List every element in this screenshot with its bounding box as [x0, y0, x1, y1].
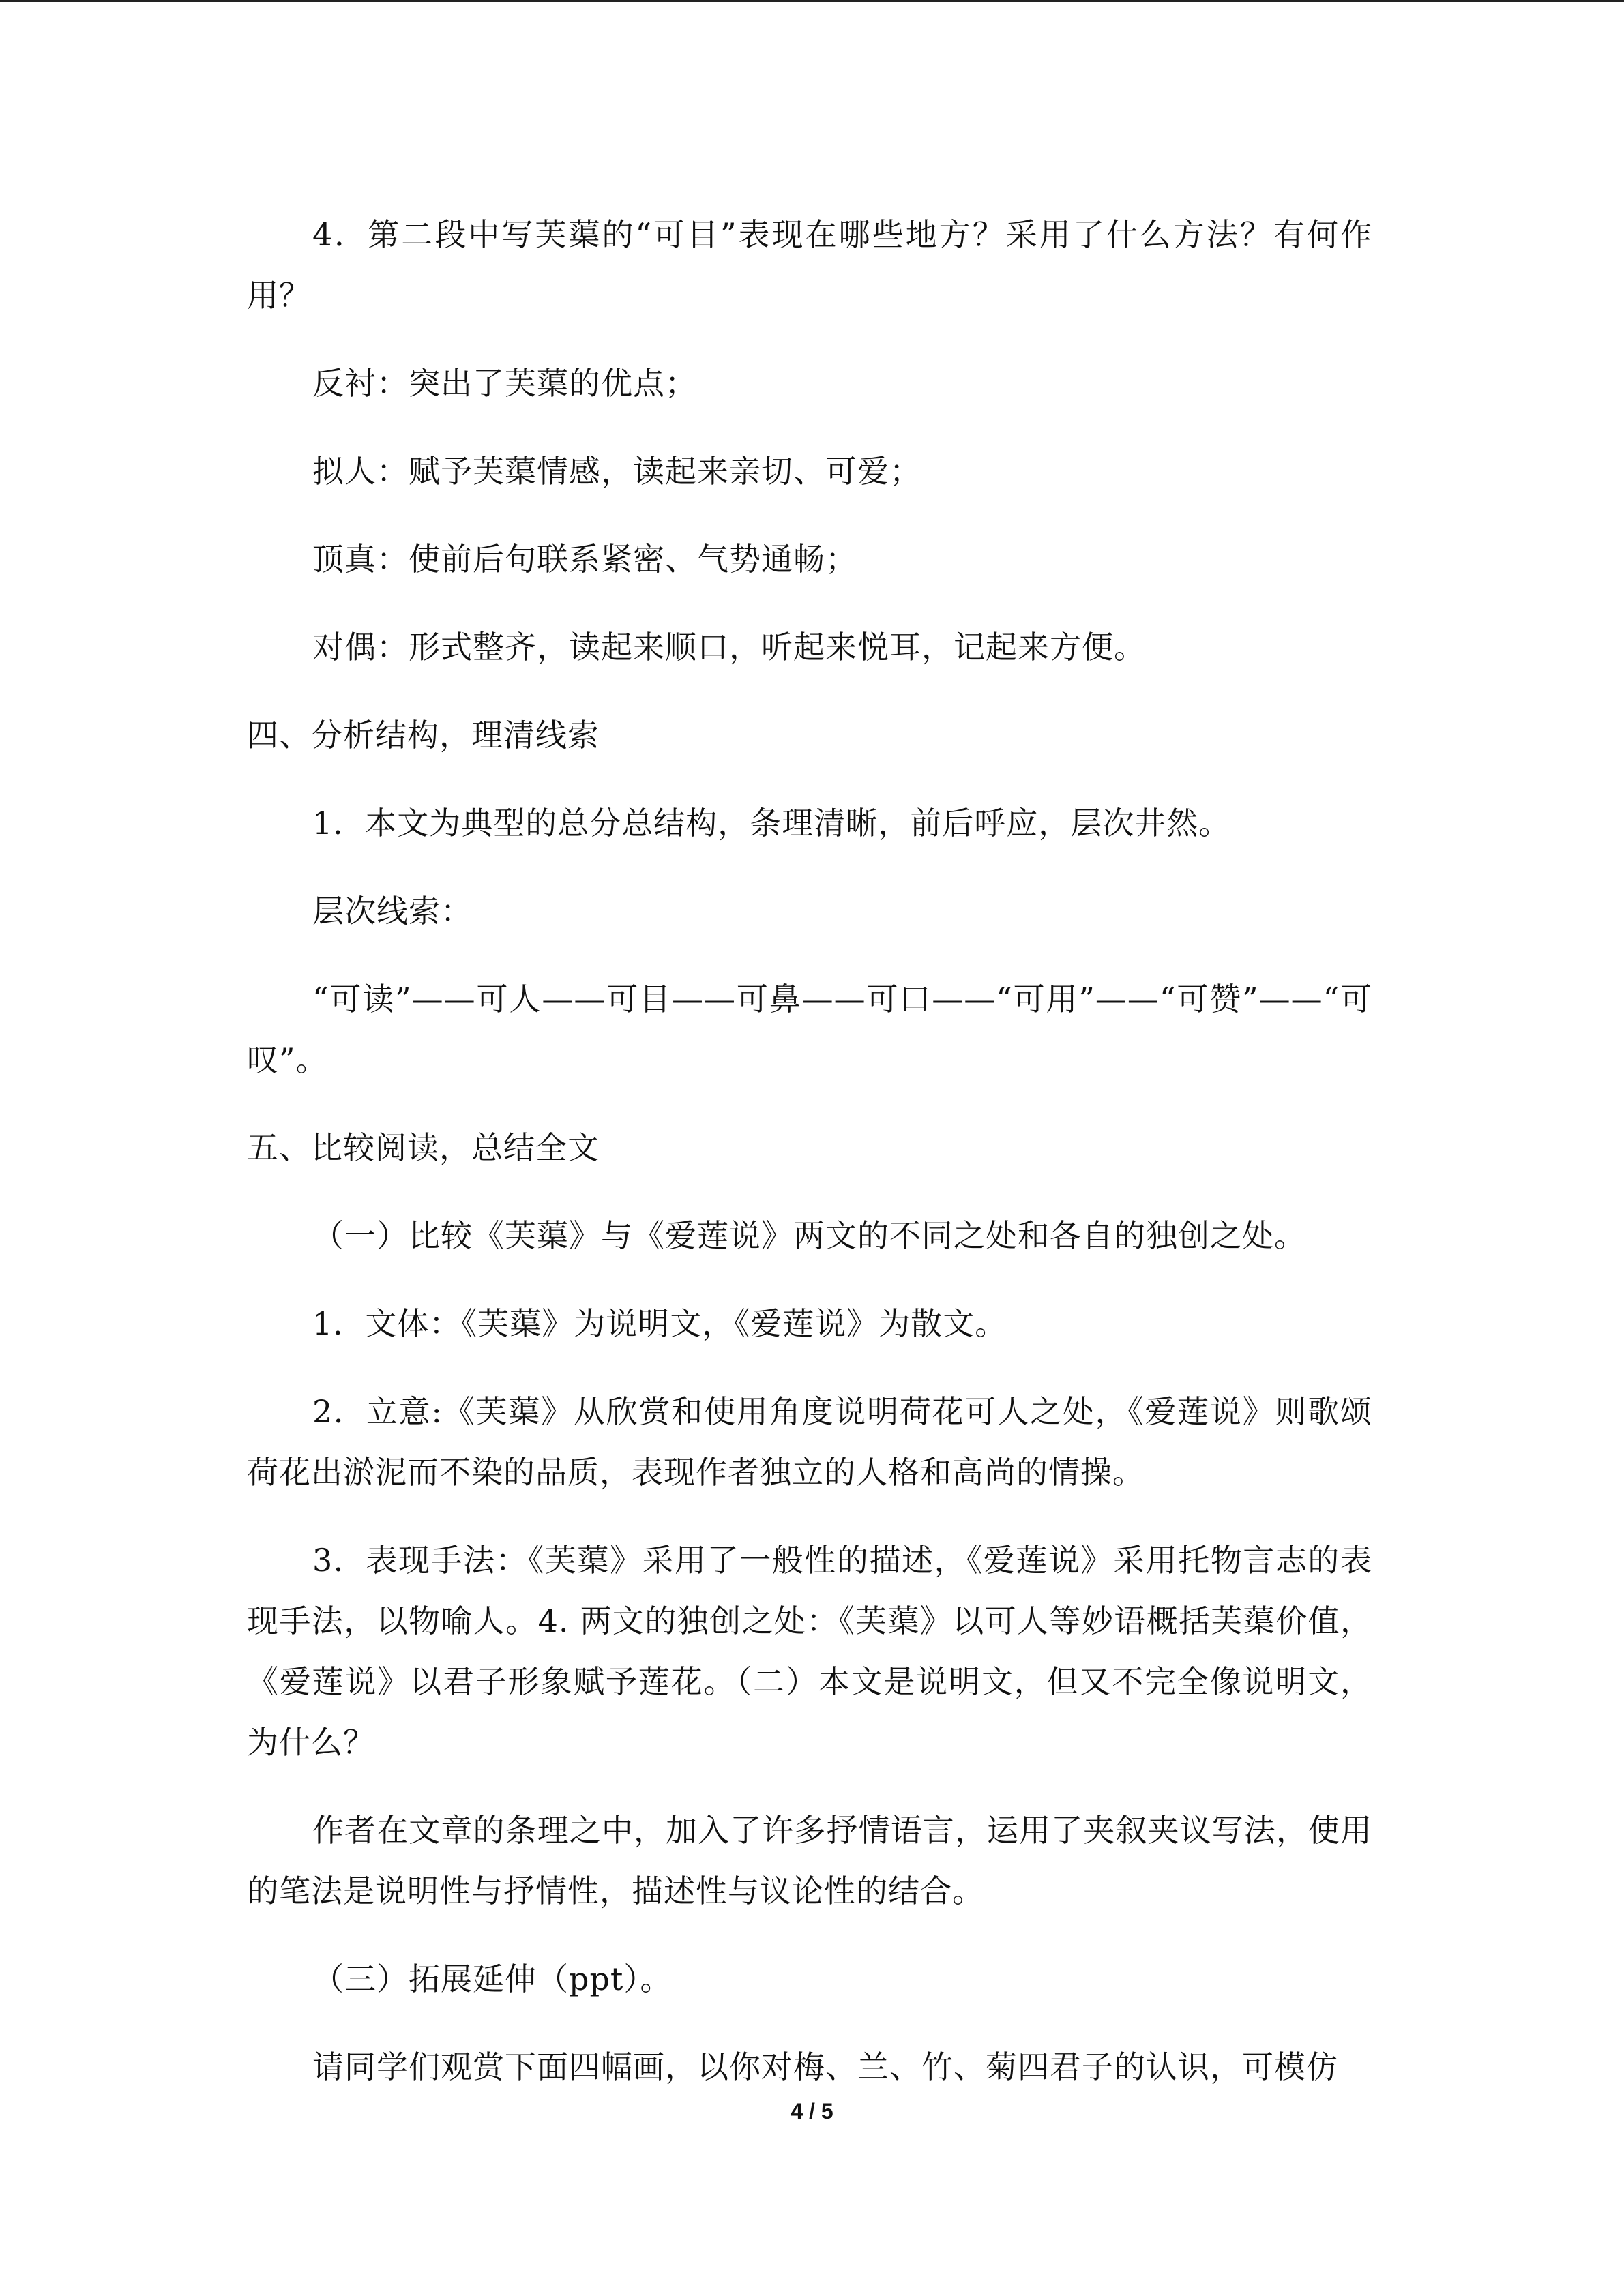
paragraph-technique: 3．表现手法：《芙蕖》采用了一般性的描述，《爱莲说》采用托物言志的表现手法，以物喻人。4. 两文的独创之处：《芙蕖》以可人等妙语概括芙蕖价值，《爱莲说》以君子形象赋予莲花。（二）本文是说明文，但又不完全像说明文，为什么？	[247, 1542, 1372, 1761]
paragraph-theme: 2．立意:《芙蕖》从欣赏和使用角度说明荷花可人之处，《爱莲说》则歌颂荷花出淤泥而不染的品质，表现作者独立的人格和高尚的情操。	[247, 1393, 1372, 1491]
paragraph-compare: （一）比较《芙蕖》与《爱莲说》两文的不同之处和各自的独创之处。	[312, 1217, 1306, 1254]
paragraph-personification: 拟人：赋予芙蕖情感，读起来亲切、可爱；	[312, 453, 921, 490]
paragraph-contrast: 反衬：突出了芙蕖的优点；	[312, 365, 697, 402]
paragraph-answer: 作者在文章的条理之中，加入了许多抒情语言，运用了夹叙夹议写法，使用的笔法是说明性与抒情性，描述性与议论性的结合。	[247, 1812, 1372, 1909]
page-number: 4 / 5	[791, 2099, 833, 2123]
paragraph-clue: “可读”——可人——可目——可鼻——可口——“可用”——“可赞”——“可叹”。	[247, 981, 1372, 1078]
paragraph-paintings: 请同学们观赏下面四幅画，以你对梅、兰、竹、菊四君子的认识，可模仿	[312, 2048, 1338, 2085]
section-heading-5: 五、比较阅读，总结全文	[247, 1129, 600, 1166]
document-page	[247, 205, 1372, 2125]
paragraph-genre: 1．文体：《芙蕖》为说明文，《爱莲说》为散文。	[312, 1305, 1007, 1342]
paragraph-extension: （三）拓展延伸（ppt）。	[312, 1960, 673, 1997]
paragraph-clue-title: 层次线索：	[312, 893, 473, 929]
paragraph-question-4: 4．第二段中写芙蕖的“可目”表现在哪些地方？采用了什么方法？有何作用？	[247, 216, 1372, 314]
section-heading-4: 四、分析结构，理清线索	[247, 717, 600, 754]
paragraph-parallelism: 对偶：形式整齐，读起来顺口，听起来悦耳，记起来方便。	[312, 629, 1146, 666]
top-border-line	[0, 0, 1624, 2]
paragraph-structure: 1．本文为典型的总分总结构，条理清晰，前后呼应，层次井然。	[312, 805, 1231, 841]
paragraph-anadiplosis: 顶真：使前后句联系紧密、气势通畅；	[312, 541, 857, 578]
